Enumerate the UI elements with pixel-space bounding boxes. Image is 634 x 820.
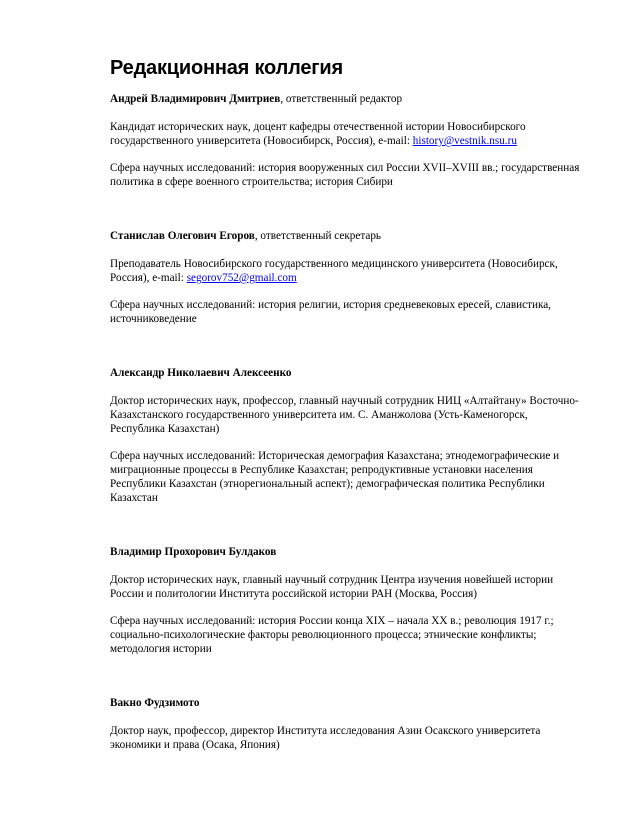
- page-title: Редакционная коллегия: [110, 57, 343, 79]
- member-research: Сфера научных исследований: история вооруженных сил России XVII–XVIII вв.; государственная политика в сфере военного строительства; история Сибири: [110, 162, 580, 188]
- board-member: [110, 366, 580, 505]
- board-member: [110, 545, 580, 656]
- member-bio: Доктор наук, профессор, директор Института исследования Азии Осакского университета экономики и права (Осака, Япония): [110, 725, 541, 751]
- member-research: Сфера научных исследований: Историческая демография Казахстана; этнодемографические и миграционные процессы в Республике Казахстан; репродуктивные установки населения Республики Казахстан (этнорегиональный аспект); демографическая политика Республики Казахстан: [110, 450, 560, 504]
- section-gap: [110, 669, 580, 696]
- member-header: [110, 696, 580, 710]
- member-header: [110, 366, 580, 380]
- member-role: , ответственный редактор: [280, 93, 403, 105]
- section-gap: [110, 339, 580, 366]
- member-name: Станислав Олегович Егоров: [110, 230, 255, 242]
- member-research: Сфера научных исследований: история России конца XIX – начала XX в.; революция 1917 г.; социально-психологические факторы революционного процесса; этнические конфликты; методология истории: [110, 615, 554, 655]
- member-bio-text: Кандидат исторических наук, доцент кафедры отечественной истории Новосибирского государственного университета (Новосибирск, Россия), e-mail:: [110, 121, 526, 147]
- member-header: [110, 92, 580, 106]
- section-gap: [110, 202, 580, 229]
- member-name: Вакно Фудзимото: [110, 697, 200, 709]
- member-bio-text: Преподаватель Новосибирского государственного медицинского университета (Новосибирск, Россия), e-mail:: [110, 258, 558, 284]
- member-name: Владимир Прохорович Булдаков: [110, 546, 277, 558]
- member-bio: [110, 257, 580, 285]
- email-link[interactable]: segorov752@gmail.com: [186, 272, 297, 284]
- member-header: [110, 545, 580, 559]
- member-name: Александр Николаевич Алексеенко: [110, 367, 292, 379]
- member-bio: Доктор исторических наук, профессор, главный научный сотрудник НИЦ «Алтайтану» Восточно-Казахстанского государственного университета им. С. Аманжолова (Усть-Каменогорск, Республика Казахстан): [110, 395, 579, 435]
- board-member: [110, 92, 580, 189]
- member-bio: Доктор исторических наук, главный научный сотрудник Центра изучения новейшей истории России и политологии Института российской истории РАН (Москва, Россия): [110, 574, 554, 600]
- member-role: , ответственный секретарь: [254, 230, 382, 242]
- member-header: [110, 229, 580, 243]
- member-research: Сфера научных исследований: история религии, история средневековых ересей, славистика, источниковедение: [110, 299, 551, 325]
- email-link[interactable]: history@vestnik.nsu.ru: [412, 135, 517, 147]
- section-gap: [110, 518, 580, 545]
- editorial-board-page: [110, 56, 580, 765]
- member-bio: [110, 120, 580, 148]
- member-name: Андрей Владимирович Дмитриев: [110, 93, 281, 105]
- board-member: [110, 696, 580, 752]
- board-member: [110, 229, 580, 326]
